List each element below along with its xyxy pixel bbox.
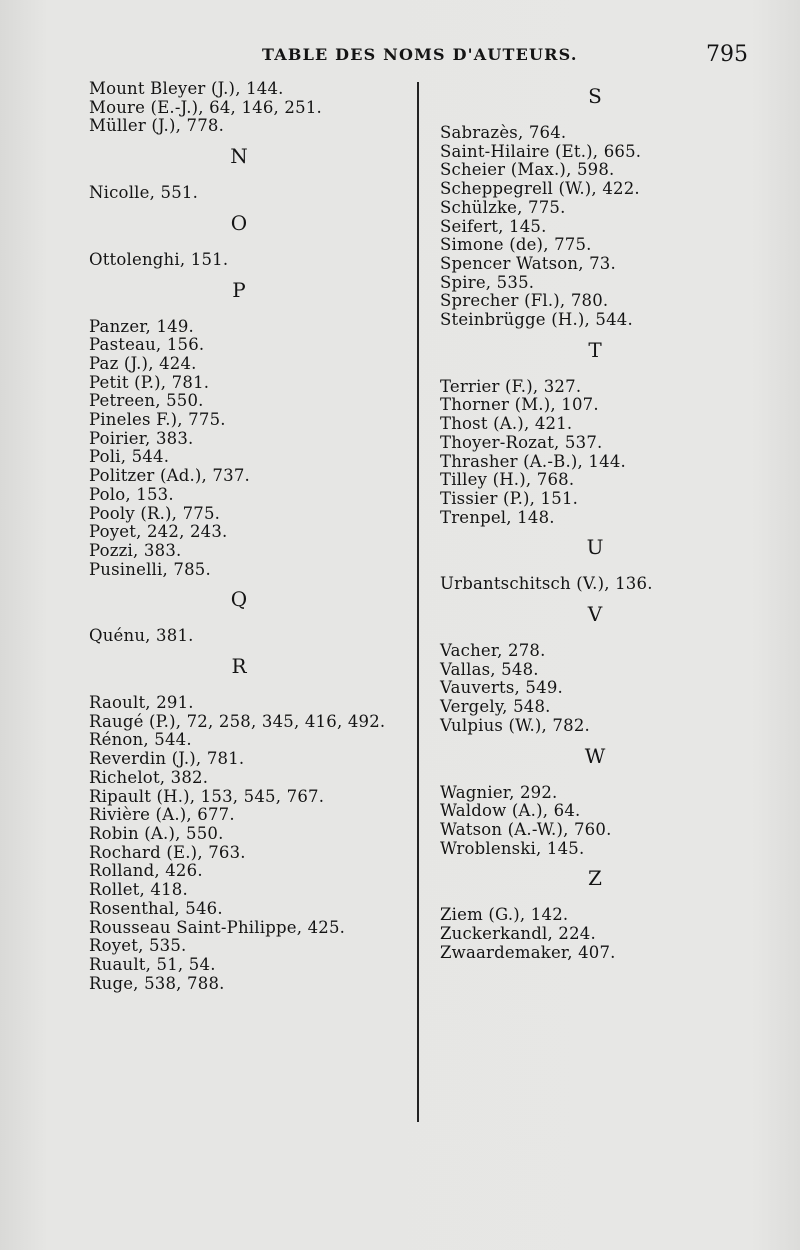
section-letter: T (588, 337, 602, 362)
index-entry: Petreen, 550. (89, 391, 204, 411)
index-entry: Müller (J.), 778. (89, 116, 225, 136)
index-entry: Poirier, 383. (89, 428, 194, 448)
index-entry: Quénu, 381. (89, 626, 194, 646)
index-entry: Ruault, 51, 54. (89, 954, 216, 974)
index-entry: Rochard (E.), 763. (89, 842, 246, 862)
section-letter: Q (230, 587, 248, 612)
index-entry: Royet, 535. (89, 936, 187, 956)
index-entry: Ripault (H.), 153, 545, 767. (89, 786, 325, 806)
index-entry: Rénon, 544. (89, 730, 192, 750)
index-entry: Wroblenski, 145. (440, 838, 585, 858)
index-entry: Spencer Watson, 73. (440, 253, 616, 273)
index-entry: Tissier (P.), 151. (440, 488, 579, 508)
index-entry: Urbantschitsch (V.), 136. (440, 574, 653, 594)
index-entry: Vallas, 548. (440, 659, 539, 679)
index-entry: Wagnier, 292. (440, 782, 558, 802)
index-entry: Thorner (M.), 107. (440, 395, 599, 415)
index-entry: Raoult, 291. (89, 693, 194, 713)
left-column (89, 80, 409, 993)
section-letter: R (231, 654, 247, 679)
index-entry: Ruge, 538, 788. (89, 973, 225, 993)
index-entry: Reverdin (J.), 781. (89, 749, 245, 769)
section-letter: S (588, 84, 602, 108)
index-entry: Pasteau, 156. (89, 335, 205, 355)
section-letter: W (584, 743, 606, 768)
section-letter: U (586, 535, 604, 560)
index-entry: Ottolenghi, 151. (89, 249, 229, 269)
index-entry: Thoyer-Rozat, 537. (440, 432, 603, 452)
index-entry: Tilley (H.), 768. (440, 470, 575, 490)
index-entry: Pineles F.), 775. (89, 410, 226, 430)
index-entry: Scheppegrell (W.), 422. (440, 179, 640, 199)
index-entry: Pooly (R.), 775. (89, 503, 221, 523)
index-entry: Rosenthal, 546. (89, 898, 223, 918)
index-entry: Spire, 535. (440, 272, 535, 292)
index-entry: Politzer (Ad.), 737. (89, 466, 250, 486)
index-entry: Mount Bleyer (J.), 144. (89, 79, 284, 98)
page-number: 795 (706, 42, 748, 67)
index-entry: Polo, 153. (89, 484, 174, 504)
index-entry: Sabrazès, 764. (440, 123, 567, 142)
index-entry: Robin (A.), 550. (89, 823, 224, 843)
index-entry: Rivière (A.), 677. (89, 805, 235, 825)
index-entry: Thost (A.), 421. (440, 414, 573, 434)
index-entry: Poli, 544. (89, 447, 170, 467)
index-entry: Zuckerkandl, 224. (440, 924, 596, 944)
index-entry: Seifert, 145. (440, 216, 547, 236)
index-entry: Terrier (F.), 327. (440, 376, 582, 396)
index-entry: Pozzi, 383. (89, 540, 182, 560)
section-letter: Z (588, 866, 602, 891)
index-entry: Vacher, 278. (440, 641, 546, 661)
index-entry: Steinbrügge (H.), 544. (440, 310, 633, 330)
index-entry: Watson (A.-W.), 760. (440, 819, 612, 839)
right-column (440, 80, 770, 963)
section-letter: V (587, 602, 603, 627)
index-entry: Rolland, 426. (89, 861, 203, 881)
index-entry: Simone (de), 775. (440, 235, 592, 255)
running-header: TABLE DES NOMS D'AUTEURS. (262, 45, 578, 64)
index-entry: Zwaardemaker, 407. (440, 942, 616, 962)
index-entry: Raugé (P.), 72, 258, 345, 416, 492. (89, 711, 386, 731)
index-entry: Ziem (G.), 142. (440, 905, 569, 925)
index-entry: Richelot, 382. (89, 767, 209, 787)
index-entry: Paz (J.), 424. (89, 353, 197, 373)
index-entry: Pusinelli, 785. (89, 559, 211, 579)
index-entry: Waldow (A.), 64. (440, 801, 581, 821)
index-entry: Schülzke, 775. (440, 197, 566, 217)
index-entry: Scheier (Max.), 598. (440, 160, 615, 180)
index-entry: Thrasher (A.-B.), 144. (440, 451, 626, 471)
index-entry: Vulpius (W.), 782. (440, 715, 590, 735)
index-entry: Poyet, 242, 243. (89, 522, 228, 542)
index-entry: Vauverts, 549. (440, 678, 563, 698)
index-entry: Panzer, 149. (89, 316, 194, 336)
column-divider (417, 82, 419, 1122)
index-entry: Moure (E.-J.), 64, 146, 251. (89, 97, 322, 117)
index-entry: Vergely, 548. (440, 697, 551, 717)
index-entry: Trenpel, 148. (440, 507, 555, 527)
index-entry: Nicolle, 551. (89, 183, 199, 203)
index-entry: Petit (P.), 781. (89, 372, 210, 392)
section-letter: N (230, 144, 248, 169)
index-entry: Rousseau Saint-Philippe, 425. (89, 917, 346, 937)
index-entry: Sprecher (Fl.), 780. (440, 291, 609, 311)
section-letter: O (230, 210, 248, 235)
index-entry: Rollet, 418. (89, 880, 188, 900)
section-letter: P (232, 277, 246, 302)
index-entry: Saint-Hilaire (Et.), 665. (440, 141, 642, 161)
